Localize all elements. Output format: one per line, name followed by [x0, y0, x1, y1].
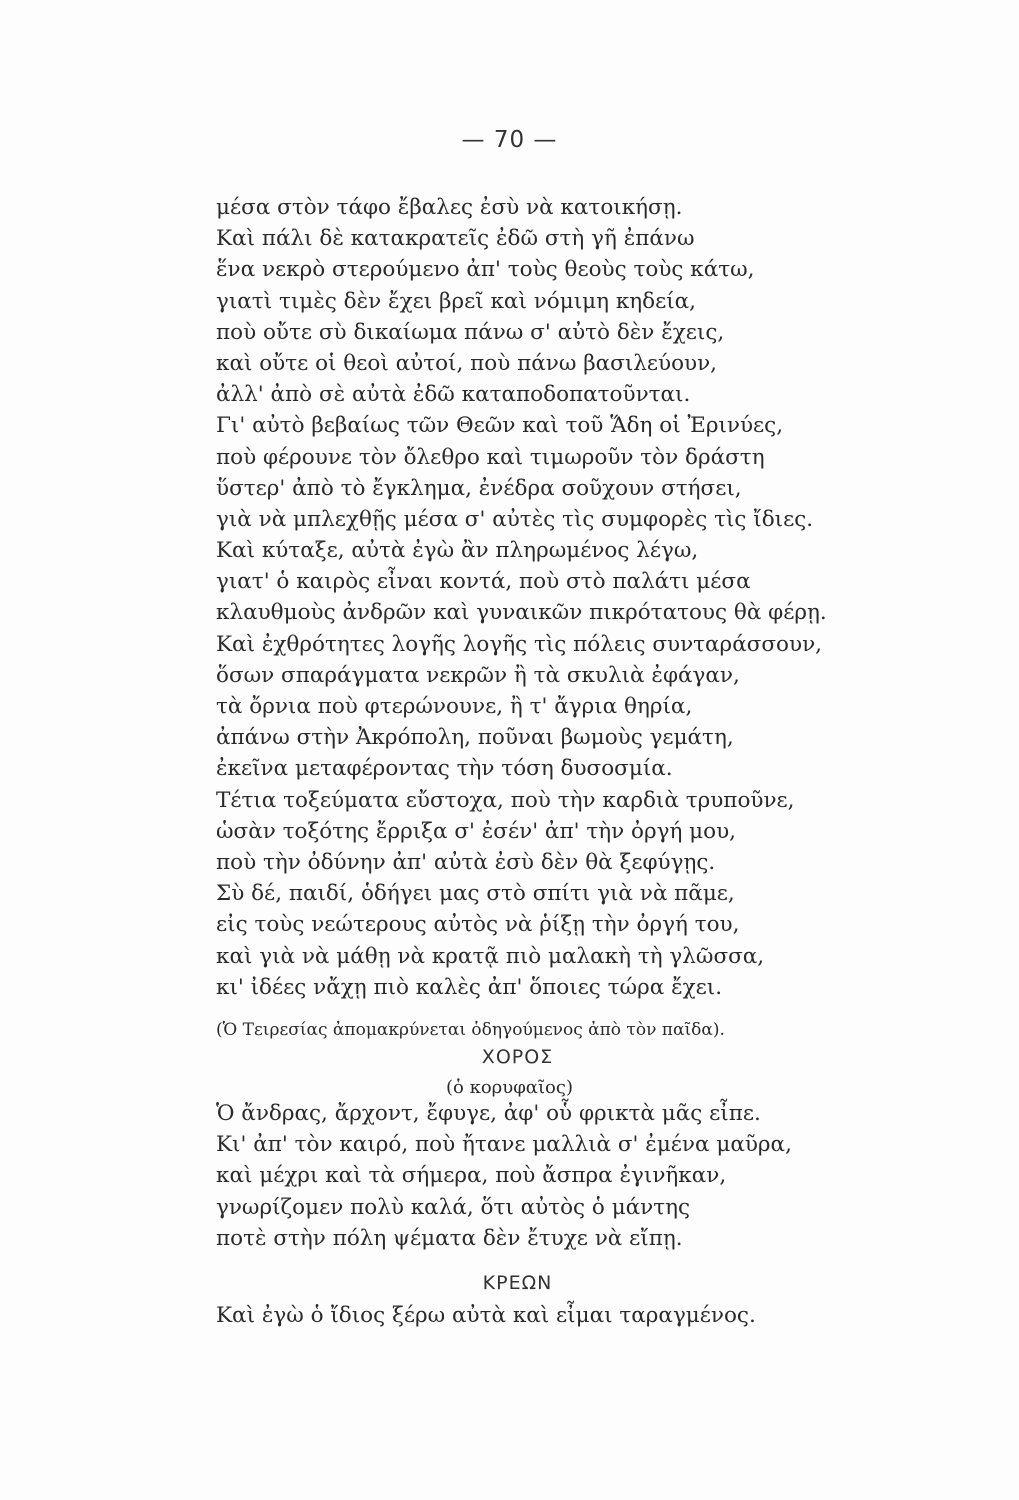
- verse-line: καὶ μέχρι καὶ τὰ σήμερα, ποὺ ἄσπρα ἐγινῆκαν,: [216, 1163, 727, 1189]
- verse-block-teiresias: [216, 192, 827, 1003]
- verse-line: Καὶ κύταξε, αὐτὰ ἐγὼ ἂν πληρωμένος λέγω,: [216, 538, 699, 564]
- verse-line: Καὶ ἐχθρότητες λογῆς λογῆς τὶς πόλεις συνταράσσουν,: [216, 631, 822, 657]
- verse-line: εἰς τοὺς νεώτερους αὐτὸς νὰ ῥίξῃ τὴν ὀργή του,: [216, 912, 740, 938]
- verse-line: ὕστερ' ἀπὸ τὸ ἔγκλημα, ἐνέδρα σοῦχουν στήσει,: [216, 475, 742, 501]
- verse-line: ἐκεῖνα μεταφέροντας τὴν τόση δυσοσμία.: [216, 756, 673, 782]
- verse-block-creon: [216, 1300, 756, 1331]
- verse-line: Γι' αὐτὸ βεβαίως τῶν Θεῶν καὶ τοῦ Ἅδη οἱ Ἐρινύες,: [216, 413, 784, 439]
- verse-line: ποτὲ στὴν πόλη ψέματα δὲν ἔτυχε νὰ εἴπῃ.: [216, 1225, 683, 1251]
- verse-line: ποὺ οὔτε σὺ δικαίωμα πάνω σ' αὐτὸ δὲν ἔχεις,: [216, 319, 725, 345]
- speaker-subtitle: (ὁ κορυφαῖος): [446, 1077, 573, 1098]
- verse-line: γιατ' ὁ καιρὸς εἶναι κοντά, ποὺ στὸ παλάτι μέσα: [216, 569, 751, 595]
- verse-line: ὅσων σπαράγματα νεκρῶν ἢ τὰ σκυλιὰ ἐφάγαν,: [216, 662, 740, 688]
- verse-line: Ὁ ἄνδρας, ἄρχοντ, ἔφυγε, ἀφ' οὗ φρικτὰ μᾶς εἶπε.: [216, 1101, 761, 1126]
- verse-line: ἀλλ' ἀπὸ σὲ αὐτὰ ἐδῶ καταποδοπατοῦνται.: [216, 382, 691, 408]
- verse-line: Καὶ πάλι δὲ κατακρατεῖς ἐδῶ στὴ γῆ ἐπάνω: [216, 226, 695, 252]
- verse-line: ἀπάνω στὴν Ἀκρόπολη, ποῦναι βωμοὺς γεμάτη,: [216, 725, 734, 751]
- verse-line: καὶ οὔτε οἱ θεοὶ αὐτοί, ποὺ πάνω βασιλεύουν,: [216, 350, 717, 376]
- verse-line: ὡσὰν τοξότης ἔρριξα σ' ἐσέν' ἀπ' τὴν ὀργή μου,: [216, 818, 736, 844]
- verse-line: κι' ἰδέες νἄχῃ πιὸ καλὲς ἀπ' ὅποιες τώρα ἔχει.: [216, 974, 723, 1000]
- verse-line: γνωρίζομεν πολὺ καλά, ὅτι αὐτὸς ὁ μάντης: [216, 1194, 691, 1220]
- verse-line: γιὰ νὰ μπλεχθῇς μέσα σ' αὐτὲς τὶς συμφορὲς τὶς ἴδιες.: [216, 506, 814, 532]
- verse-line: γιατὶ τιμὲς δὲν ἔχει βρεῖ καὶ νόμιμη κηδεία,: [216, 288, 697, 314]
- verse-line: ποὺ τὴν ὀδύνην ἀπ' αὐτὰ ἐσὺ δὲν θὰ ξεφύγῃς.: [216, 849, 716, 875]
- verse-line: Καὶ ἐγὼ ὁ ἴδιος ξέρω αὐτὰ καὶ εἶμαι ταραγμένος.: [216, 1303, 756, 1328]
- speaker-name-chorus: ΧΟΡΟΣ: [481, 1046, 554, 1068]
- verse-line: Τέτια τοξεύματα εὔστοχα, ποὺ τὴν καρδιὰ τρυποῦνε,: [216, 787, 795, 813]
- verse-line: μέσα στὸν τάφο ἔβαλες ἐσὺ νὰ κατοικήσῃ.: [216, 195, 683, 220]
- stage-direction: (Ὁ Τειρεσίας ἀπομακρύνεται ὁδηγούμενος ἀπὸ τὸν παῖδα).: [216, 1020, 725, 1040]
- page-number: — 70 —: [461, 127, 558, 153]
- verse-line: ποὺ φέρουνε τὸν ὄλεθρο καὶ τιμωροῦν τὸν δράστη: [216, 444, 765, 470]
- verse-block-chorus: [216, 1098, 792, 1254]
- verse-line: Κι' ἀπ' τὸν καιρό, ποὺ ἤτανε μαλλιὰ σ' ἐμένα μαῦρα,: [216, 1132, 792, 1158]
- verse-line: ἕνα νεκρὸ στερούμενο ἀπ' τοὺς θεοὺς τοὺς κάτω,: [216, 257, 755, 283]
- verse-line: καὶ γιὰ νὰ μάθῃ νὰ κρατᾷ πιὸ μαλακὴ τὴ γλῶσσα,: [216, 943, 765, 969]
- verse-line: κλαυθμοὺς ἀνδρῶν καὶ γυναικῶν πικρότατους θὰ φέρῃ.: [216, 600, 827, 626]
- verse-line: τὰ ὄρνια ποὺ φτερώνουνε, ἢ τ' ἄγρια θηρία,: [216, 694, 693, 719]
- verse-line: Σὺ δέ, παιδί, ὁδήγει μας στὸ σπίτι γιὰ νὰ πᾶμε,: [216, 881, 735, 907]
- speaker-name-creon: ΚΡΕΩΝ: [482, 1272, 553, 1294]
